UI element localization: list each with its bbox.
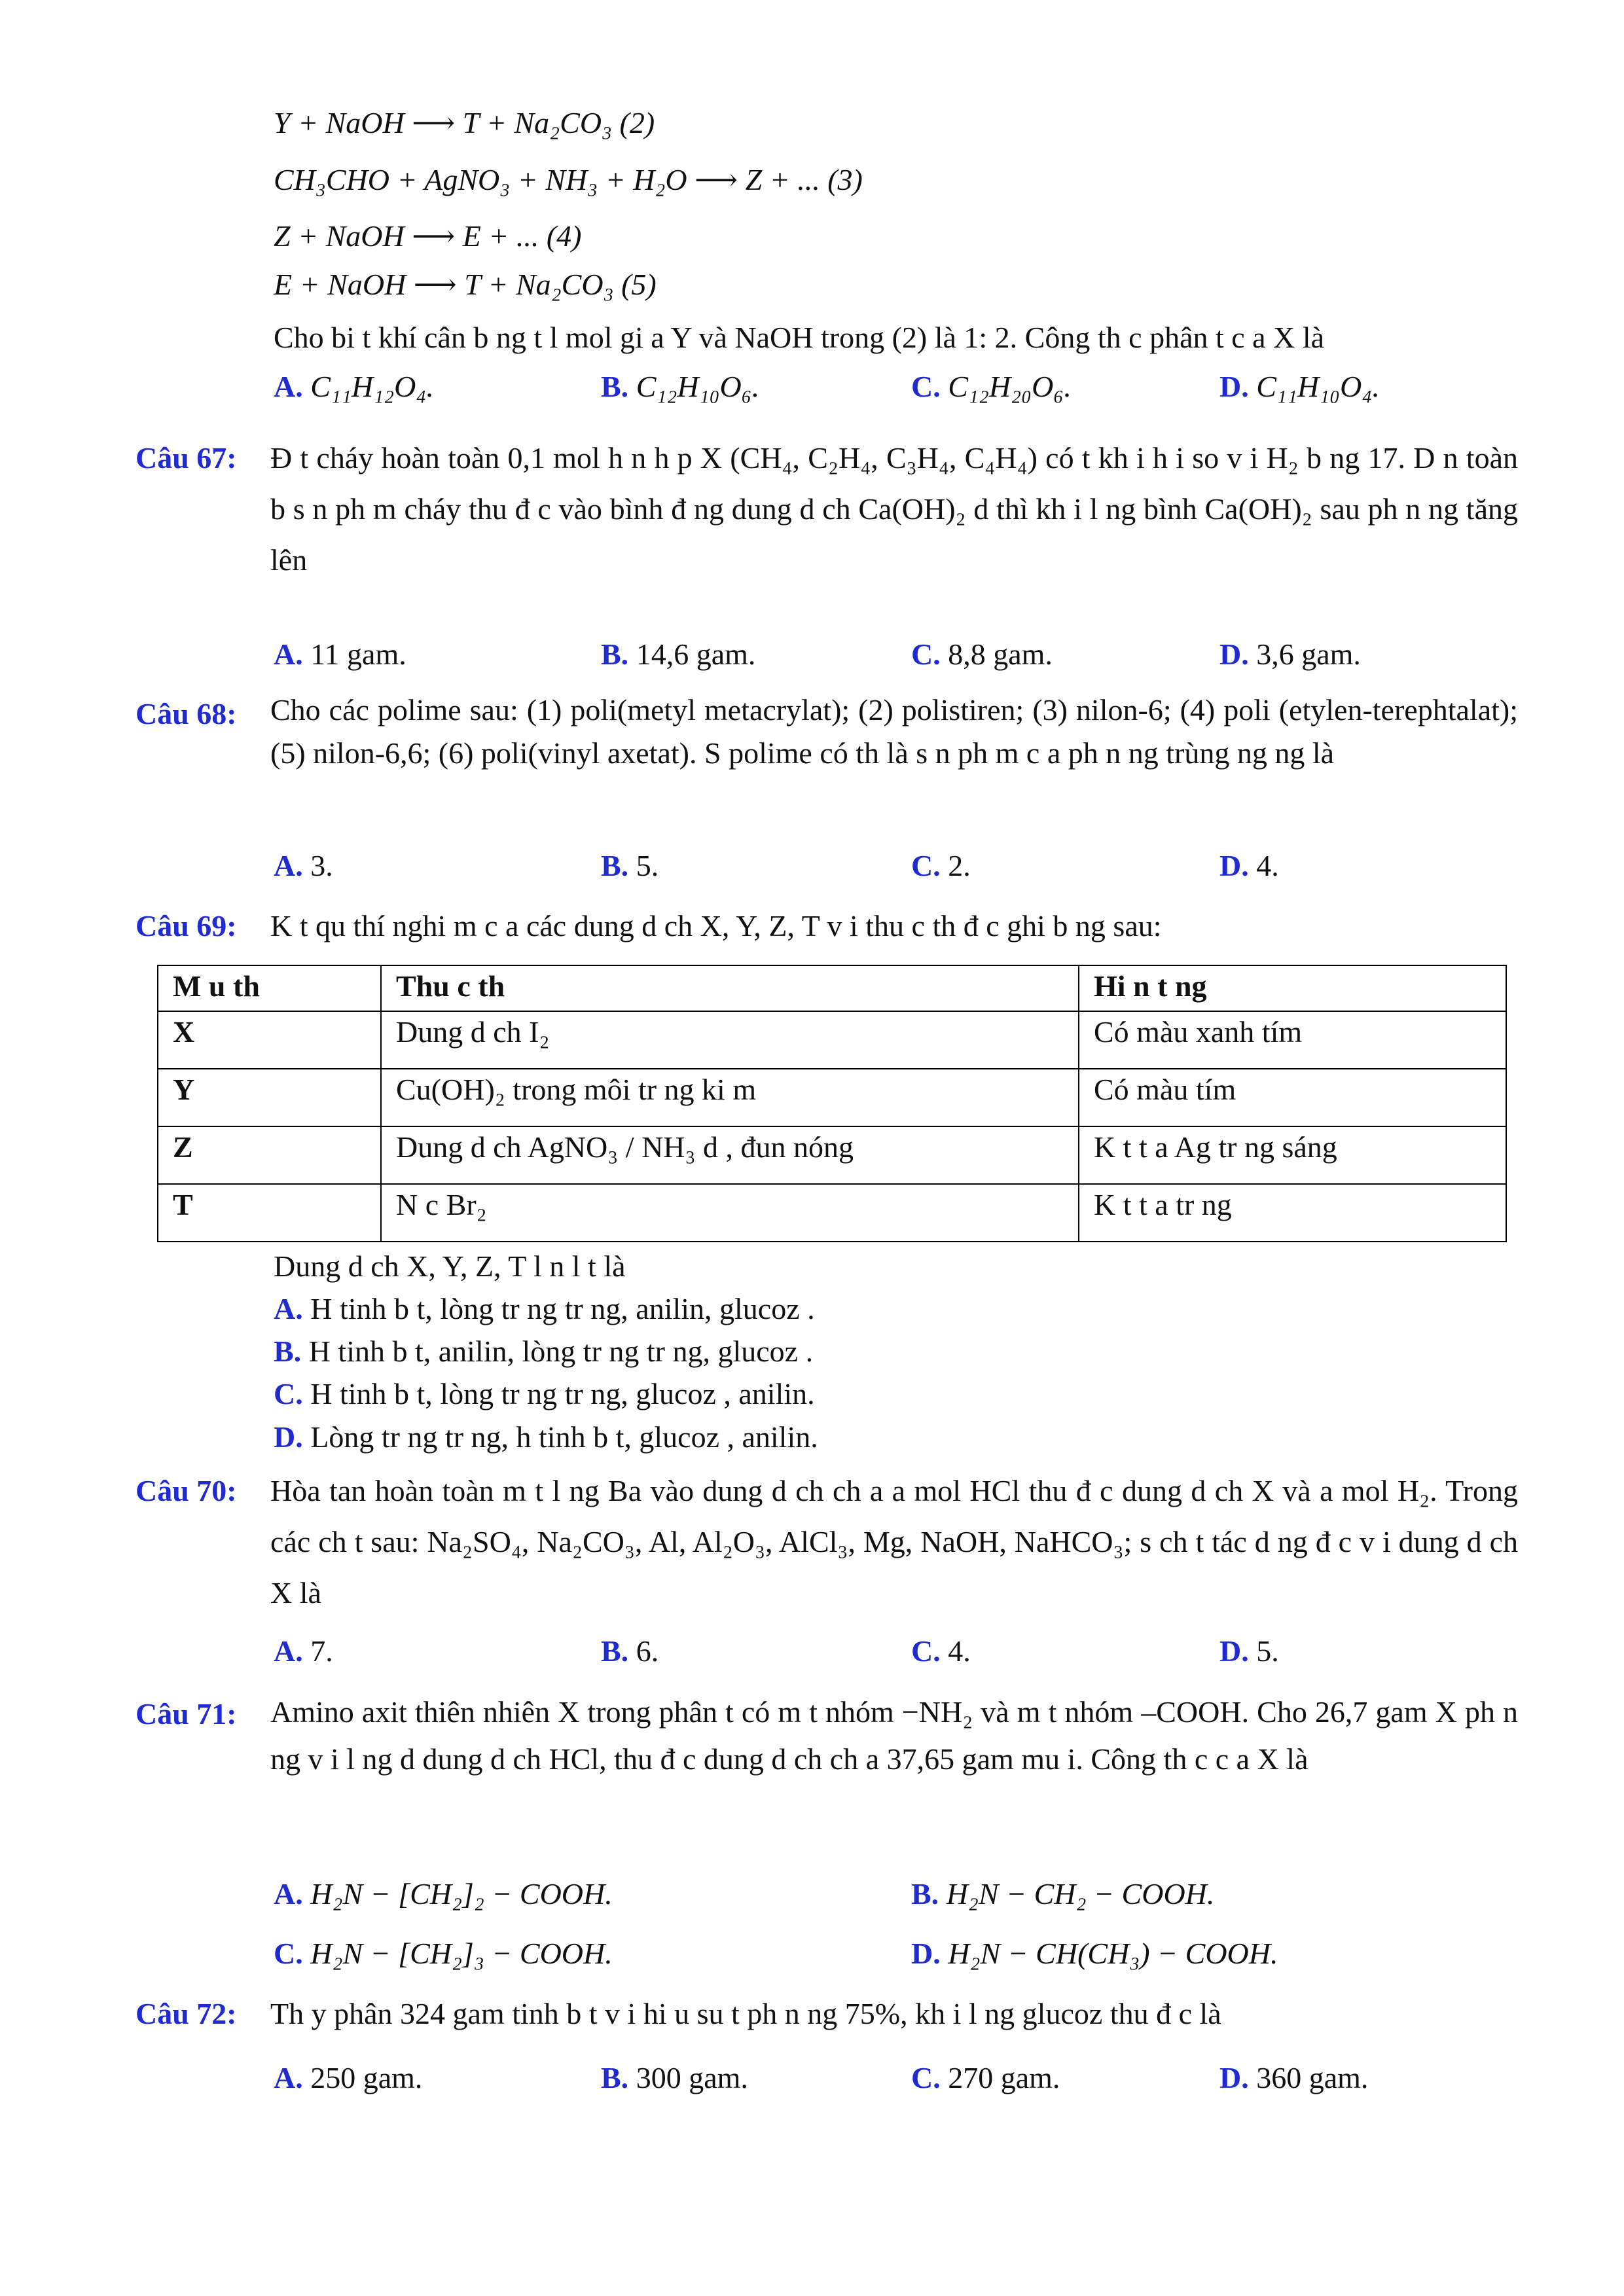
q72-stem: Th y phân 324 gam tinh b t v i hi u su t ph n ng 75%, kh i l ng glucoz thu đ c là	[270, 1997, 1221, 2030]
q67-option-b: B. 14,6 gam.	[601, 637, 756, 671]
table-cell: T	[158, 1184, 381, 1242]
q68-option-a: A. 3.	[274, 849, 333, 882]
q72-option-a: A. 250 gam.	[274, 2061, 423, 2094]
q69-option-c: C. H tinh b t, lòng tr ng tr ng, glucoz , anilin.	[274, 1377, 815, 1410]
table-cell: Z	[158, 1126, 381, 1184]
table-cell: Dung d ch AgNO₃ / NH₃ d , đun nóng	[381, 1126, 1079, 1184]
q69-number: Câu 69:	[135, 909, 237, 942]
q67-stem: Đ t cháy hoàn toàn 0,1 mol h n h p X (CH₄, C₂H₄, C₃H₄, C₄H₄) có t kh i h i so v i H₂ b ng 17. D n toàn b s n ph m cháy thu đ c vào bình đ ng dung d ch Ca(OH)₂ d thì kh i l ng bình Ca(OH)₂ sau ph n ng tăng lên	[270, 441, 1518, 577]
equation-2: Y + NaOH ⟶ T + Na₂CO₃ (2)	[274, 106, 655, 139]
q68-option-b: B. 5.	[601, 849, 659, 882]
equation-4: Z + NaOH ⟶ E + ... (4)	[274, 219, 582, 253]
table-cell: Dung d ch I₂	[381, 1011, 1079, 1069]
q69-option-a: A. H tinh b t, lòng tr ng tr ng, anilin, glucoz .	[274, 1292, 815, 1325]
q66-option-a: A. C₁₁H₁₂O₄.	[274, 370, 434, 403]
q70-stem: Hòa tan hoàn toàn m t l ng Ba vào dung d ch ch a a mol HCl thu đ c dung d ch X và a mol H₂. Trong các ch t sau: Na₂SO₄, Na₂CO₃, Al, Al₂O₃, AlCl₃, Mg, NaOH, NaHCO₃; s ch t tác d ng đ c v i dung d ch X là	[270, 1474, 1518, 1609]
q66-option-d: D. C₁₁H₁₀O₄.	[1219, 370, 1380, 403]
q72-option-c: C. 270 gam.	[911, 2061, 1060, 2094]
q69-option-b: B. H tinh b t, anilin, lòng tr ng tr ng, glucoz .	[274, 1335, 814, 1368]
table-cell: Có màu tím	[1079, 1069, 1506, 1126]
q67-option-d: D. 3,6 gam.	[1219, 637, 1361, 671]
table-cell: X	[158, 1011, 381, 1069]
q72-option-b: B. 300 gam.	[601, 2061, 748, 2094]
q70-option-c: C. 4.	[911, 1634, 971, 1668]
q70-option-a: A. 7.	[274, 1634, 333, 1668]
q71-stem: Amino axit thiên nhiên X trong phân t có m t nhóm −NH₂ và m t nhóm –COOH. Cho 26,7 gam X ph n ng v i l ng d dung d ch HCl, thu đ c dung d ch ch a 37,65 gam mu i. Công th c c a X là	[270, 1695, 1518, 1776]
q66-stem: Cho bi t khí cân b ng t l mol gi a Y và NaOH trong (2) là 1: 2. Công th c phân t c a X là	[274, 321, 1325, 354]
q69-post: Dung d ch X, Y, Z, T l n l t là	[274, 1249, 626, 1283]
results-table	[157, 965, 1507, 1242]
q69-option-d: D. Lòng tr ng tr ng, h tinh b t, glucoz , anilin.	[274, 1420, 818, 1454]
table-cell: K t t a tr ng	[1079, 1184, 1506, 1242]
table-cell: N c Br₂	[381, 1184, 1079, 1242]
table-header-row	[158, 965, 1506, 1011]
q68-number: Câu 68:	[135, 697, 237, 730]
q66-option-c: C. C₁₂H₂₀O₆.	[911, 370, 1072, 403]
q67-number: Câu 67:	[135, 441, 237, 475]
q70-option-b: B. 6.	[601, 1634, 659, 1668]
table-cell: K t t a Ag tr ng sáng	[1079, 1126, 1506, 1184]
table-header: Hi n t ng	[1079, 965, 1506, 1011]
q66-option-b: B. C₁₂H₁₀O₆.	[601, 370, 760, 403]
q70-option-d: D. 5.	[1219, 1634, 1279, 1668]
q71-number: Câu 71:	[135, 1697, 237, 1731]
q71-option-d: D. H₂N − CH(CH₃) − COOH.	[911, 1937, 1278, 1970]
q68-option-d: D. 4.	[1219, 849, 1279, 882]
table-row	[158, 1069, 1506, 1126]
table-row	[158, 1011, 1506, 1069]
q68-stem: Cho các polime sau: (1) poli(metyl metacrylat); (2) polistiren; (3) nilon-6; (4) poli (etylen-terephtalat); (5) nilon-6,6; (6) poli(vinyl axetat). S polime có th là s n ph m c a ph n ng trùng ng ng là	[270, 693, 1518, 770]
q70-number: Câu 70:	[135, 1474, 237, 1507]
q72-number: Câu 72:	[135, 1997, 237, 2030]
q67-option-a: A. 11 gam.	[274, 637, 406, 671]
table-cell: Y	[158, 1069, 381, 1126]
q69-stem: K t qu thí nghi m c a các dung d ch X, Y, Z, T v i thu c th đ c ghi b ng sau:	[270, 909, 1162, 942]
table-row	[158, 1126, 1506, 1184]
q71-option-a: A. H₂N − [CH₂]₂ − COOH.	[274, 1877, 613, 1910]
table-header: Thu c th	[381, 965, 1079, 1011]
table-cell: Có màu xanh tím	[1079, 1011, 1506, 1069]
table-row	[158, 1184, 1506, 1242]
equation-3: CH₃CHO + AgNO₃ + NH₃ + H₂O ⟶ Z + ... (3)	[274, 163, 863, 196]
q71-option-c: C. H₂N − [CH₂]₃ − COOH.	[274, 1937, 613, 1970]
equation-5: E + NaOH ⟶ T + Na₂CO₃ (5)	[274, 268, 657, 301]
table-header: M u th	[158, 965, 381, 1011]
q68-option-c: C. 2.	[911, 849, 971, 882]
q72-option-d: D. 360 gam.	[1219, 2061, 1369, 2094]
q67-option-c: C. 8,8 gam.	[911, 637, 1053, 671]
q71-option-b: B. H₂N − CH₂ − COOH.	[911, 1877, 1215, 1910]
table-cell: Cu(OH)₂ trong môi tr ng ki m	[381, 1069, 1079, 1126]
